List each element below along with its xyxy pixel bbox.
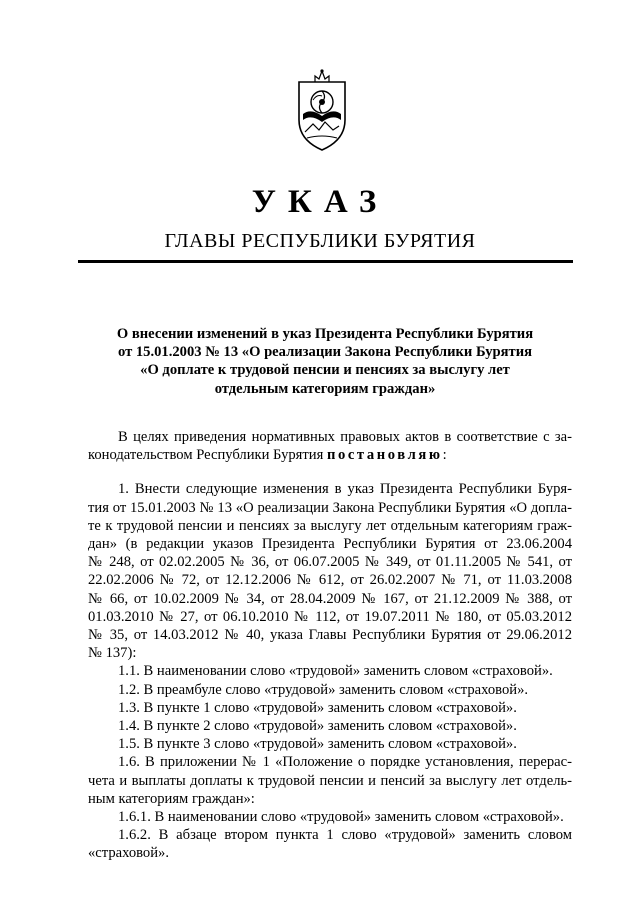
subitem-line: 1.2. В преамбуле слово «трудовой» заменить словом «страховой».	[118, 681, 529, 698]
decree-body	[88, 428, 572, 863]
item-line: чета и выплаты доплаты к трудовой пенсии и пенсий за выслугу лет отдель-	[88, 772, 572, 789]
decree-word: постановляю	[326, 447, 443, 464]
heading-line: «О доплате к трудовой пенсии и пенсиях за выслугу лет	[140, 362, 510, 379]
title-divider	[78, 260, 573, 263]
heading-line: от 15.01.2003 № 13 «О реализации Закона Республики Бурятия	[117, 344, 533, 361]
decree-heading	[80, 325, 570, 398]
subitem-line: 1.3. В пункте 1 слово «трудовой» заменить словом «страховой».	[118, 699, 517, 716]
preamble-text: конодательством Республики Бурятия	[88, 447, 327, 464]
item-line: № 137):	[88, 645, 137, 662]
item-line: 22.02.2006 № 72, от 12.12.2006 № 612, от 26.02.2007 № 71, от 11.03.2008	[88, 572, 572, 589]
item-line: № 248, от 02.02.2005 № 36, от 06.07.2005 № 349, от 01.11.2005 № 541, от	[88, 554, 572, 571]
subitem-line: 1.1. В наименовании слово «трудовой» заменить словом «страховой».	[118, 663, 553, 680]
subitem-line: 1.6.1. В наименовании слово «трудовой» заменить словом «страховой».	[118, 809, 564, 826]
subitem-line: 1.5. В пункте 3 слово «трудовой» заменить словом «страховой».	[118, 736, 517, 753]
document-subtitle: ГЛАВЫ РЕСПУБЛИКИ БУРЯТИЯ	[164, 230, 476, 252]
item-line: 01.03.2010 № 27, от 06.10.2010 № 112, от 19.07.2011 № 180, от 05.03.2012	[88, 608, 572, 625]
subitem-line: 1.4. В пункте 2 слово «трудовой» заменить словом «страховой».	[118, 718, 517, 735]
heading-line: О внесении изменений в указ Президента Республики Бурятия	[116, 326, 534, 342]
preamble-line: В целях приведения нормативных правовых актов в соответствие с за-	[118, 429, 572, 445]
heading-line: отдельным категориям граждан»	[214, 380, 436, 397]
preamble-text: :	[442, 447, 447, 464]
preamble-line	[88, 446, 572, 464]
item-line: тия от 15.01.2003 № 13 «О реализации Закона Республики Бурятия «О допла-	[88, 499, 572, 516]
item-line: 1.6.2. В абзаце втором пункта 1 слово «трудовой» заменить словом	[118, 827, 572, 844]
item-line: 1.6. В приложении № 1 «Положение о порядке установления, перерас-	[118, 754, 572, 771]
item-line: «страховой».	[88, 845, 169, 862]
paragraph-gap	[88, 464, 572, 480]
item-line: № 35, от 14.03.2012 № 40, указа Главы Республики Бурятия от 29.06.2012	[88, 627, 572, 644]
item-line: дан» (в редакции указов Президента Республики Бурятия от 23.06.2004	[88, 536, 572, 553]
coat-of-arms-icon	[293, 68, 351, 152]
item-line: 1. Внести следующие изменения в указ Президента Республики Буря-	[118, 481, 572, 498]
document-title: УКАЗ	[251, 184, 389, 220]
item-line: те к трудовой пенсии и пенсиях за выслугу лет отдельным категориям граж-	[88, 517, 572, 534]
item-line: № 66, от 10.02.2009 № 34, от 28.04.2009 № 167, от 21.12.2009 № 388, от	[88, 590, 572, 607]
item-line: ным категориям граждан»:	[88, 790, 255, 807]
